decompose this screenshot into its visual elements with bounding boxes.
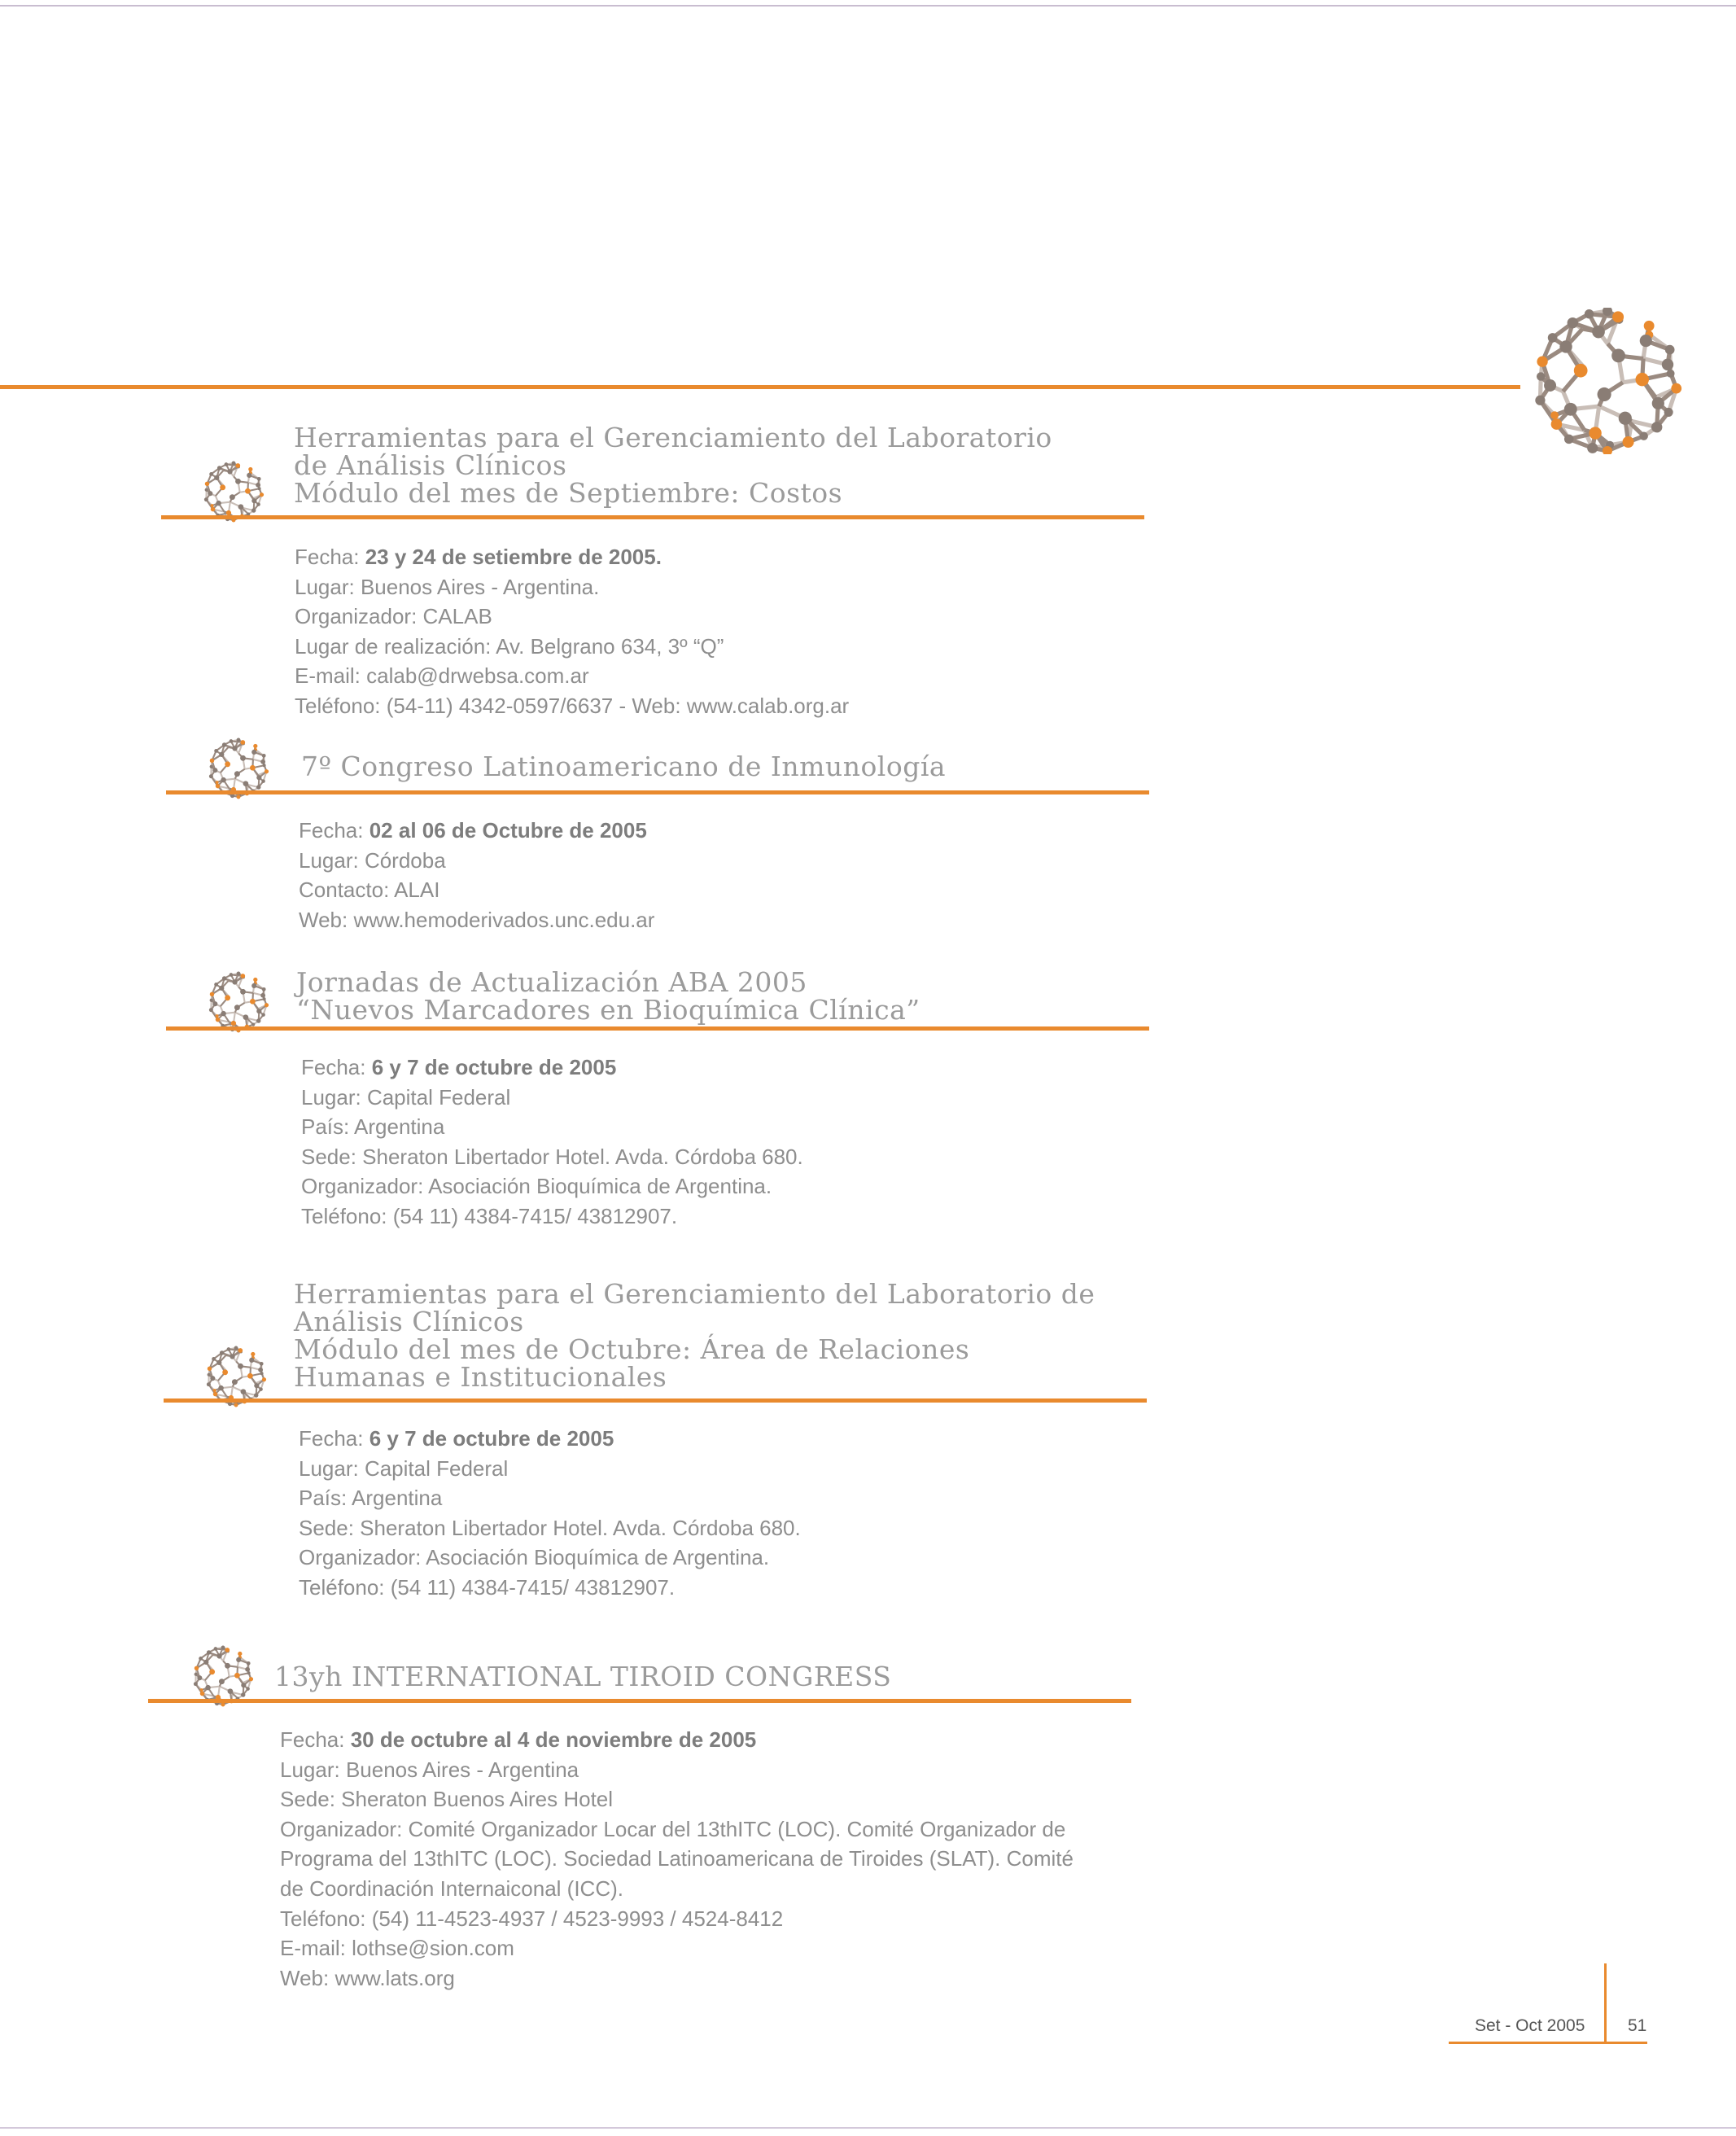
detail-label: Lugar: Capital Federal (299, 1455, 509, 1481)
event-title-line: Análisis Clínicos (294, 1306, 524, 1337)
event-title-line: Herramientas para el Gerenciamiento del Laboratorio de (294, 1278, 1095, 1310)
event-detail-line (301, 1053, 803, 1083)
event-detail-line (295, 572, 849, 602)
page-number: 51 (1628, 2016, 1647, 2035)
footer-divider (1604, 1963, 1607, 2043)
detail-label: País: Argentina (299, 1486, 443, 1511)
event-detail-line (295, 691, 849, 721)
detail-value: 23 y 24 de setiembre de 2005. (365, 545, 662, 569)
event-title (294, 424, 1052, 507)
detail-label: Web: www.lats.org (280, 1965, 455, 1990)
footer-rule (1449, 2042, 1647, 2044)
event-detail-line (299, 1483, 801, 1513)
event-title (296, 966, 920, 1026)
event-detail-line (299, 1454, 801, 1484)
event-title-line: Módulo del mes de Septiembre: Costos (294, 477, 843, 509)
event-title-line: 13yh INTERNATIONAL TIROID CONGRESS (274, 1661, 892, 1692)
event-rule (161, 515, 1144, 519)
event-detail-line (295, 602, 849, 632)
event-details (280, 1725, 1074, 1993)
event-details (299, 816, 654, 934)
event-detail-line (299, 875, 654, 905)
event-rule (148, 1699, 1131, 1703)
event-detail-line (280, 1844, 1074, 1874)
detail-label: E-mail: lothse@sion.com (280, 1936, 514, 1961)
detail-label: Fecha: (295, 545, 365, 569)
detail-label: Lugar: Córdoba (299, 847, 446, 873)
event-detail-line (299, 905, 654, 935)
bottom-edge-line (0, 2127, 1736, 2129)
event-detail-line (299, 1573, 801, 1603)
event-title-line: de Análisis Clínicos (294, 449, 567, 481)
event-detail-line (299, 1424, 801, 1454)
event-rule (166, 790, 1149, 794)
detail-value: 6 y 7 de octubre de 2005 (369, 1426, 614, 1451)
event-detail-line (299, 816, 654, 846)
event-detail-line (301, 1171, 803, 1202)
event-title-line: Jornadas de Actualización ABA 2005 (296, 966, 807, 998)
event-detail-line (301, 1083, 803, 1113)
detail-label: Fecha: (299, 818, 370, 843)
event-detail-line (301, 1142, 803, 1172)
event-detail-line (280, 1963, 1074, 1994)
event-detail-line (299, 1513, 801, 1543)
event-title (301, 753, 946, 781)
event-title (294, 1280, 1095, 1391)
detail-label: Teléfono: (54 11) 4384-7415/ 43812907. (301, 1203, 678, 1228)
event-detail-line (295, 661, 849, 691)
event-detail-line (299, 1543, 801, 1573)
detail-label: Sede: Sheraton Libertador Hotel. Avda. Córdoba 680. (299, 1515, 801, 1540)
detail-label: Lugar: Buenos Aires - Argentina. (295, 574, 600, 599)
event-details (295, 542, 849, 721)
detail-label: Lugar: Capital Federal (301, 1084, 511, 1110)
event-rule (166, 1026, 1149, 1031)
detail-label: Fecha: (280, 1727, 351, 1752)
event-detail-line (280, 1904, 1074, 1934)
event-title (274, 1663, 891, 1691)
detail-label: Lugar de realización: Av. Belgrano 634, 3º “Q” (295, 633, 724, 659)
detail-label: Organizador: Asociación Bioquímica de Argentina. (301, 1174, 772, 1199)
detail-value: 30 de octubre al 4 de noviembre de 2005 (350, 1727, 757, 1752)
fullerene-molecule-icon (1530, 308, 1685, 454)
event-title-line: “Nuevos Marcadores en Bioquímica Clínica” (296, 994, 920, 1026)
detail-label: Web: www.hemoderivados.unc.edu.ar (299, 907, 655, 932)
event-title-line: Módulo del mes de Octubre: Área de Relaciones (294, 1333, 970, 1365)
detail-value: 02 al 06 de Octubre de 2005 (369, 818, 647, 843)
detail-value: 6 y 7 de octubre de 2005 (371, 1055, 617, 1079)
event-detail-line (299, 846, 654, 876)
event-detail-line (280, 1933, 1074, 1963)
event-title-line: Herramientas para el Gerenciamiento del Laboratorio (294, 422, 1052, 453)
event-detail-line (280, 1814, 1074, 1845)
footer-issue: Set - Oct 2005 (1475, 2016, 1585, 2035)
event-detail-line (280, 1784, 1074, 1814)
event-title-line: Humanas e Institucionales (294, 1361, 667, 1393)
detail-label: Teléfono: (54) 11-4523-4937 / 4523-9993 / 4524-8412 (280, 1906, 784, 1931)
event-detail-line (280, 1874, 1074, 1904)
detail-label: Fecha: (301, 1055, 372, 1079)
event-detail-line (280, 1755, 1074, 1785)
detail-label: Sede: Sheraton Buenos Aires Hotel (280, 1787, 614, 1812)
detail-label: Organizador: Asociación Bioquímica de Argentina. (299, 1545, 770, 1570)
detail-label: E-mail: calab@drwebsa.com.ar (295, 663, 589, 689)
detail-label: País: Argentina (301, 1114, 445, 1140)
event-details (299, 1424, 801, 1603)
detail-label: de Coordinación Internaiconal (ICC). (280, 1876, 623, 1901)
detail-label: Teléfono: (54 11) 4384-7415/ 43812907. (299, 1574, 676, 1600)
fullerene-molecule-icon (202, 460, 265, 523)
fullerene-molecule-icon (207, 970, 270, 1034)
detail-label: Programa del 13thITC (LOC). Sociedad Latinoamericana de Tiroides (SLAT). Comité (280, 1846, 1074, 1871)
event-title-line: 7º Congreso Latinoamericano de Inmunología (301, 751, 947, 782)
event-detail-line (295, 632, 849, 662)
detail-label: Teléfono: (54-11) 4342-0597/6637 - Web: www.calab.org.ar (295, 693, 850, 718)
detail-label: Lugar: Buenos Aires - Argentina (280, 1757, 579, 1782)
event-details (301, 1053, 803, 1232)
detail-label: Contacto: ALAI (299, 878, 440, 903)
event-detail-line (295, 542, 849, 572)
event-detail-line (280, 1725, 1074, 1755)
header-rule (0, 385, 1520, 389)
top-edge-line (0, 5, 1736, 7)
detail-label: Sede: Sheraton Libertador Hotel. Avda. Córdoba 680. (301, 1144, 803, 1169)
detail-label: Fecha: (299, 1426, 370, 1451)
detail-label: Organizador: Comité Organizador Locar del 13thITC (LOC). Comité Organizador de (280, 1816, 1066, 1841)
event-detail-line (301, 1202, 803, 1232)
event-detail-line (301, 1112, 803, 1142)
detail-label: Organizador: CALAB (295, 604, 492, 629)
event-rule (164, 1398, 1147, 1403)
